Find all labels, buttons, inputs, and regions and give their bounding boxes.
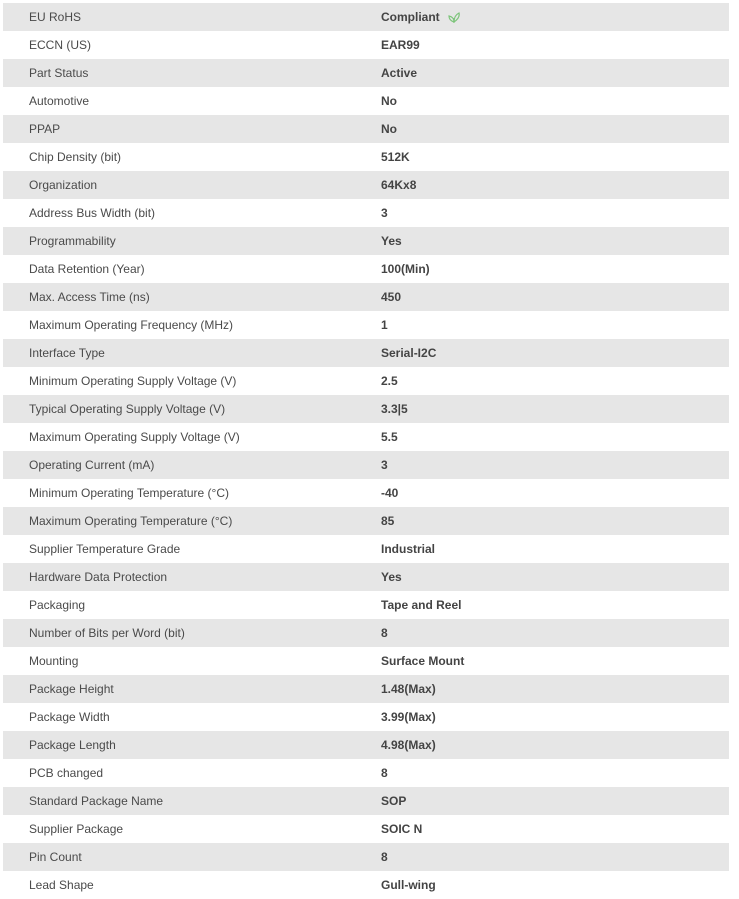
spec-row [3,815,729,843]
spec-label: Standard Package Name [29,794,164,808]
spec-row [3,283,729,311]
spec-value: Serial-I2C [381,346,437,360]
spec-label: Maximum Operating Supply Voltage (V) [29,430,240,444]
spec-label: Automotive [29,94,90,108]
spec-label: Max. Access Time (ns) [29,290,150,304]
spec-row [3,479,729,507]
spec-value: Compliant [381,10,440,24]
spec-row [3,31,729,59]
spec-value: 3.99(Max) [381,710,436,724]
spec-row [3,535,729,563]
spec-row [3,199,729,227]
spec-value: SOIC N [381,822,423,836]
spec-row [3,787,729,815]
spec-label: Address Bus Width (bit) [29,206,156,220]
spec-value: Active [381,66,418,80]
spec-label: Lead Shape [29,878,94,892]
spec-value: Gull-wing [381,878,436,892]
spec-label: PPAP [29,122,61,136]
spec-label: Number of Bits per Word (bit) [29,626,185,640]
spec-row [3,731,729,759]
spec-value-cell [355,10,729,24]
spec-value: No [381,122,397,136]
spec-row [3,87,729,115]
spec-label: Typical Operating Supply Voltage (V) [29,402,226,416]
spec-label: Data Retention (Year) [29,262,145,276]
spec-value: -40 [381,486,399,500]
spec-row [3,59,729,87]
spec-row [3,647,729,675]
spec-row [3,227,729,255]
leaf-icon [447,11,461,23]
spec-value: Industrial [381,542,436,556]
spec-value: 8 [381,850,388,864]
spec-label: Packaging [29,598,86,612]
spec-label: Mounting [29,654,79,668]
spec-row [3,395,729,423]
spec-row [3,143,729,171]
spec-value: SOP [381,794,407,808]
spec-label: Minimum Operating Supply Voltage (V) [29,374,237,388]
spec-label: Package Height [29,682,114,696]
spec-row [3,171,729,199]
spec-label: Hardware Data Protection [29,570,168,584]
spec-row [3,507,729,535]
spec-row [3,311,729,339]
spec-value: 1 [381,318,388,332]
spec-row [3,619,729,647]
spec-value: 3 [381,458,388,472]
spec-label: Chip Density (bit) [29,150,122,164]
spec-label: Package Width [29,710,110,724]
spec-row [3,675,729,703]
spec-value: Yes [381,234,402,248]
spec-row [3,423,729,451]
spec-label: ECCN (US) [29,38,91,52]
spec-row [3,255,729,283]
spec-table [3,3,729,899]
spec-value: 100(Min) [381,262,430,276]
spec-row [3,759,729,787]
spec-value: 4.98(Max) [381,738,436,752]
spec-value: 8 [381,766,388,780]
spec-label: Pin Count [29,850,82,864]
spec-row [3,451,729,479]
spec-value: 2.5 [381,374,398,388]
spec-value: No [381,94,397,108]
spec-value: Tape and Reel [381,598,462,612]
spec-row [3,843,729,871]
spec-label: Interface Type [29,346,105,360]
spec-value: 512K [381,150,410,164]
spec-label: Part Status [29,66,89,80]
spec-label: Package Length [29,738,116,752]
spec-value: 5.5 [381,430,398,444]
spec-label: Programmability [29,234,116,248]
spec-value: EAR99 [381,38,420,52]
spec-value: Yes [381,570,402,584]
spec-row [3,703,729,731]
spec-value: 85 [381,514,395,528]
spec-value: 3.3|5 [381,402,408,416]
spec-row [3,3,729,31]
spec-label: Minimum Operating Temperature (°C) [29,486,229,500]
spec-label: Supplier Temperature Grade [29,542,181,556]
spec-row [3,367,729,395]
spec-value: 450 [381,290,402,304]
spec-row [3,115,729,143]
spec-label: PCB changed [29,766,104,780]
spec-label: EU RoHS [29,10,82,24]
spec-label: Supplier Package [29,822,124,836]
spec-label: Operating Current (mA) [29,458,155,472]
spec-value: 1.48(Max) [381,682,436,696]
spec-row [3,591,729,619]
spec-value: 8 [381,626,388,640]
spec-label: Organization [29,178,98,192]
spec-label: Maximum Operating Frequency (MHz) [29,318,234,332]
spec-row [3,563,729,591]
spec-value: 3 [381,206,388,220]
spec-value: 64Kx8 [381,178,417,192]
spec-label: Maximum Operating Temperature (°C) [29,514,233,528]
spec-row [3,339,729,367]
spec-value: Surface Mount [381,654,465,668]
